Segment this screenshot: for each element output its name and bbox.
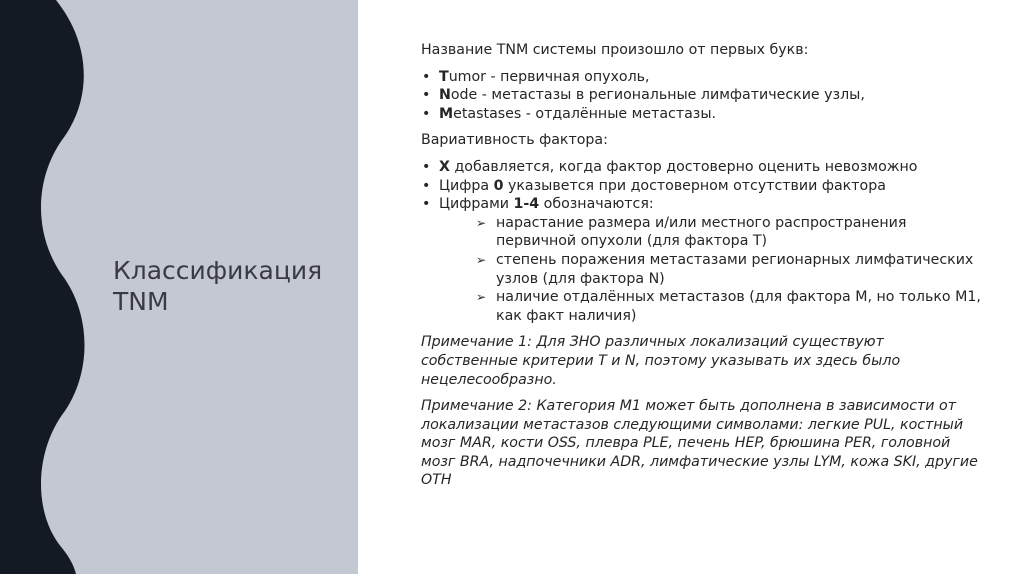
intro-text: Название TNM системы произошло от первых букв: — [421, 42, 809, 58]
variability-list — [421, 158, 981, 325]
sub-item-text: степень поражения метастазами регионарных лимфатических узлов (для фактора N) — [496, 251, 974, 287]
note-1: Примечание 1: Для ЗНО различных локализаций существуют собственные критерии T и N, поэтому указывать их здесь было нецелесообразно. — [421, 334, 901, 388]
bullet-icon: • — [422, 177, 431, 194]
content-area — [421, 41, 981, 498]
text-post: добавляется, когда фактор достоверно оценить невозможно — [449, 158, 918, 175]
letters-list — [421, 68, 981, 124]
sub-item-text: нарастание размера и/или местного распространения первичной опухоли (для фактора T) — [496, 214, 907, 250]
text-pre: Цифрами — [439, 196, 514, 213]
text-bold: 1-4 — [513, 196, 540, 213]
list-item — [421, 68, 981, 87]
bullet-icon: • — [422, 87, 431, 104]
bullet-icon: • — [422, 158, 431, 175]
variability-heading: Вариативность фактора: — [421, 132, 608, 149]
arrow-bullet-icon: ➢ — [476, 215, 487, 230]
text-post: указывется при достоверном отсутствии фактора — [503, 177, 886, 194]
letter-rest: ode - метастазы в региональные лимфатические узлы, — [450, 87, 865, 104]
letter-bold: T — [439, 68, 449, 85]
bullet-icon: • — [422, 68, 431, 85]
arrow-bullet-icon: ➢ — [476, 252, 487, 267]
arrow-bullet-icon: ➢ — [476, 290, 487, 305]
sub-list-item — [476, 214, 981, 251]
left-panel — [0, 0, 358, 574]
list-item — [421, 158, 981, 177]
bullet-icon: • — [422, 196, 431, 213]
list-item — [421, 177, 981, 196]
letter-rest: umor - первичная опухоль, — [448, 68, 650, 85]
sub-list-item — [476, 288, 981, 325]
letter-bold: M — [439, 105, 454, 122]
sub-list-item — [476, 251, 981, 288]
list-item — [421, 195, 981, 325]
text-pre: Цифра — [439, 177, 494, 194]
list-item — [421, 86, 981, 105]
note-2: Примечание 2: Категория M1 может быть дополнена в зависимости от локализации метастазов следующими символами: легкие PUL, костный мозг MAR, кости OSS, плевра PLE, печень HEP, брюшина PER, головной мозг BRA, надпочечники ADR, лимфатические узлы LYM, кожа SKI, другие OTH — [421, 398, 978, 489]
text-post: обозначаются: — [539, 196, 654, 213]
letter-bold: N — [439, 87, 451, 104]
letter-rest: etastases - отдалённые метастазы. — [453, 105, 717, 122]
text-bold: 0 — [493, 177, 504, 194]
slide-title: Классификация TNM — [113, 256, 323, 316]
bullet-icon: • — [422, 105, 431, 122]
list-item — [421, 105, 981, 124]
sub-list — [439, 214, 981, 326]
sub-item-text: наличие отдалённых метастазов (для фактора M, но только M1, как факт наличия) — [496, 289, 981, 324]
text-bold: X — [439, 158, 450, 175]
